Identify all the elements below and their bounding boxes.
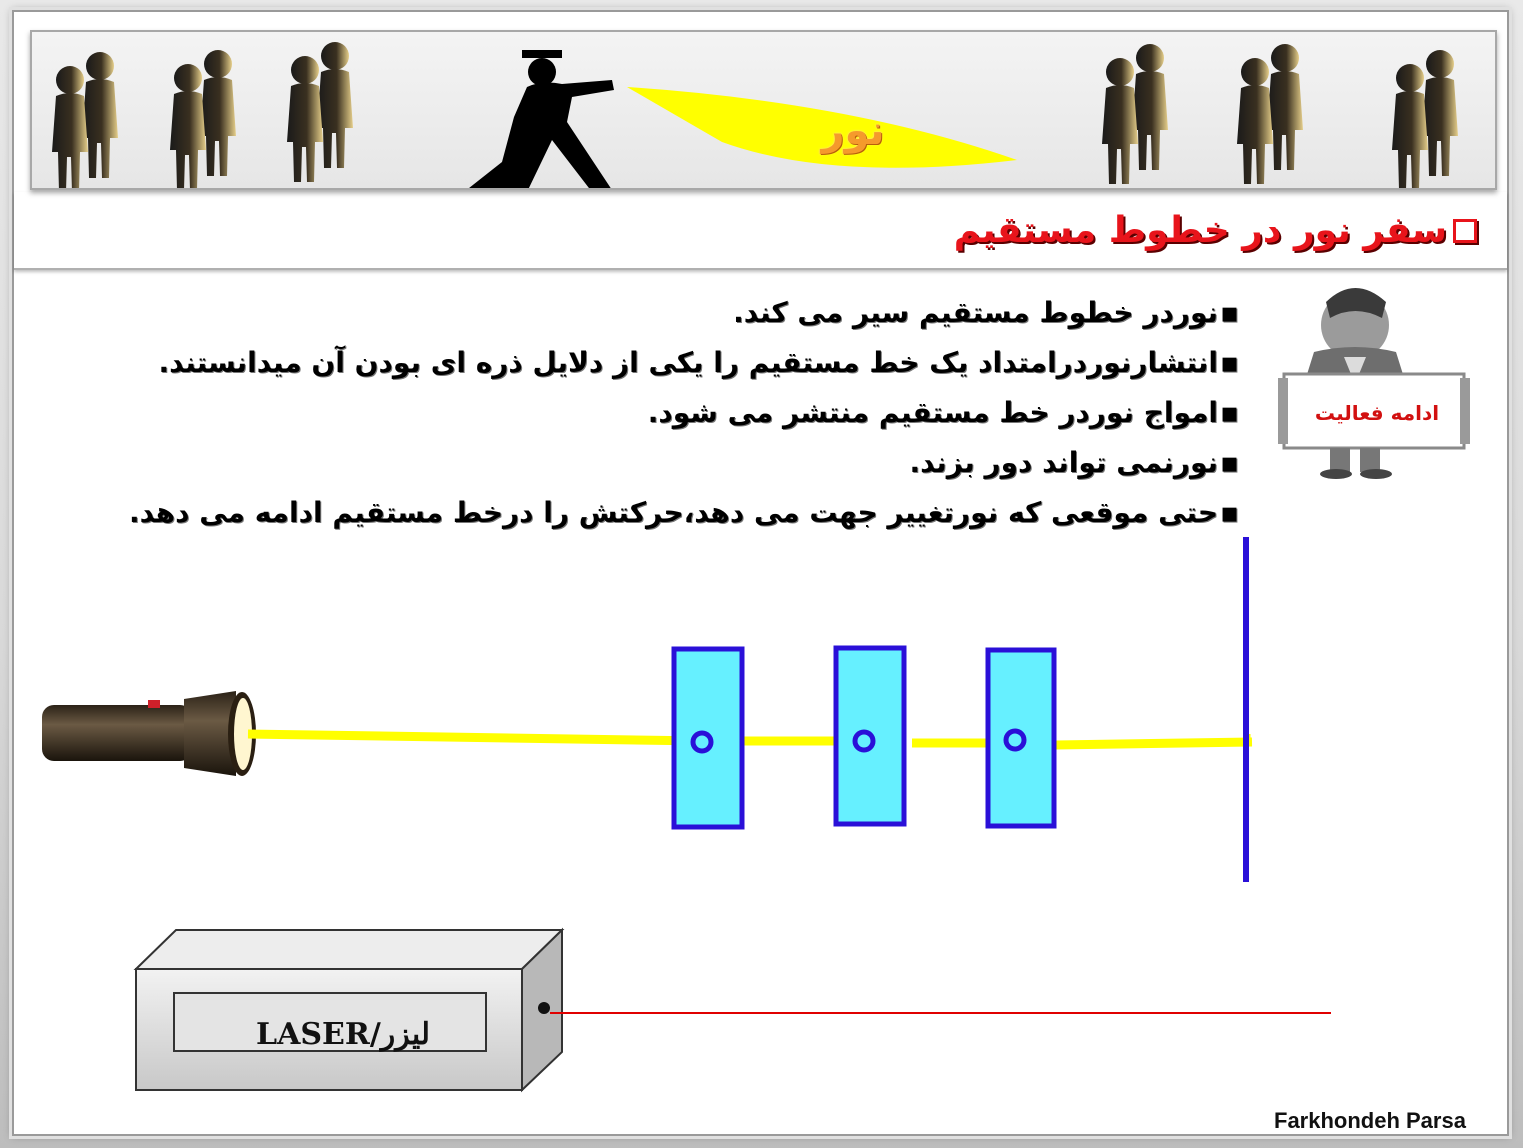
- banner-title: نور: [821, 108, 885, 154]
- card-with-hole-2: [836, 648, 904, 824]
- list-item: ▪ نوردر خطوط مستقیم سیر می کند.: [159, 288, 1239, 338]
- flashlight-icon: [42, 691, 256, 776]
- activity-sign-label: ادامه فعالیت: [1314, 401, 1440, 425]
- card-with-hole-1: [674, 649, 742, 827]
- section-heading-text: سفر نور در خطوط مستقیم: [953, 210, 1447, 251]
- light-ray: [248, 734, 1252, 746]
- card-with-hole-3: [988, 650, 1054, 826]
- list-item: ▪ انتشارنوردرامتداد یک خط مستقیم را یکی از دلایل ذره ای بودن آن میدانستند.: [159, 338, 1239, 388]
- list-item: ▪ امواج نوردر خط مستقیم منتشر می شود.: [159, 388, 1239, 438]
- list-item: ▪ نورنمی تواند دور بزند.: [159, 438, 1239, 488]
- slide: [12, 10, 1509, 1136]
- illustration-layer: [14, 12, 1511, 1138]
- author-credit: Farkhondeh Parsa: [1274, 1108, 1466, 1133]
- laser-label: LASER/لیزر: [255, 1016, 431, 1052]
- sign-holder-icon: [1278, 288, 1470, 479]
- list-item: ▪ حتی موقعی که نورتغییر جهت می دهد،حرکتش را درخط مستقیم ادامه می دهد.: [159, 488, 1239, 538]
